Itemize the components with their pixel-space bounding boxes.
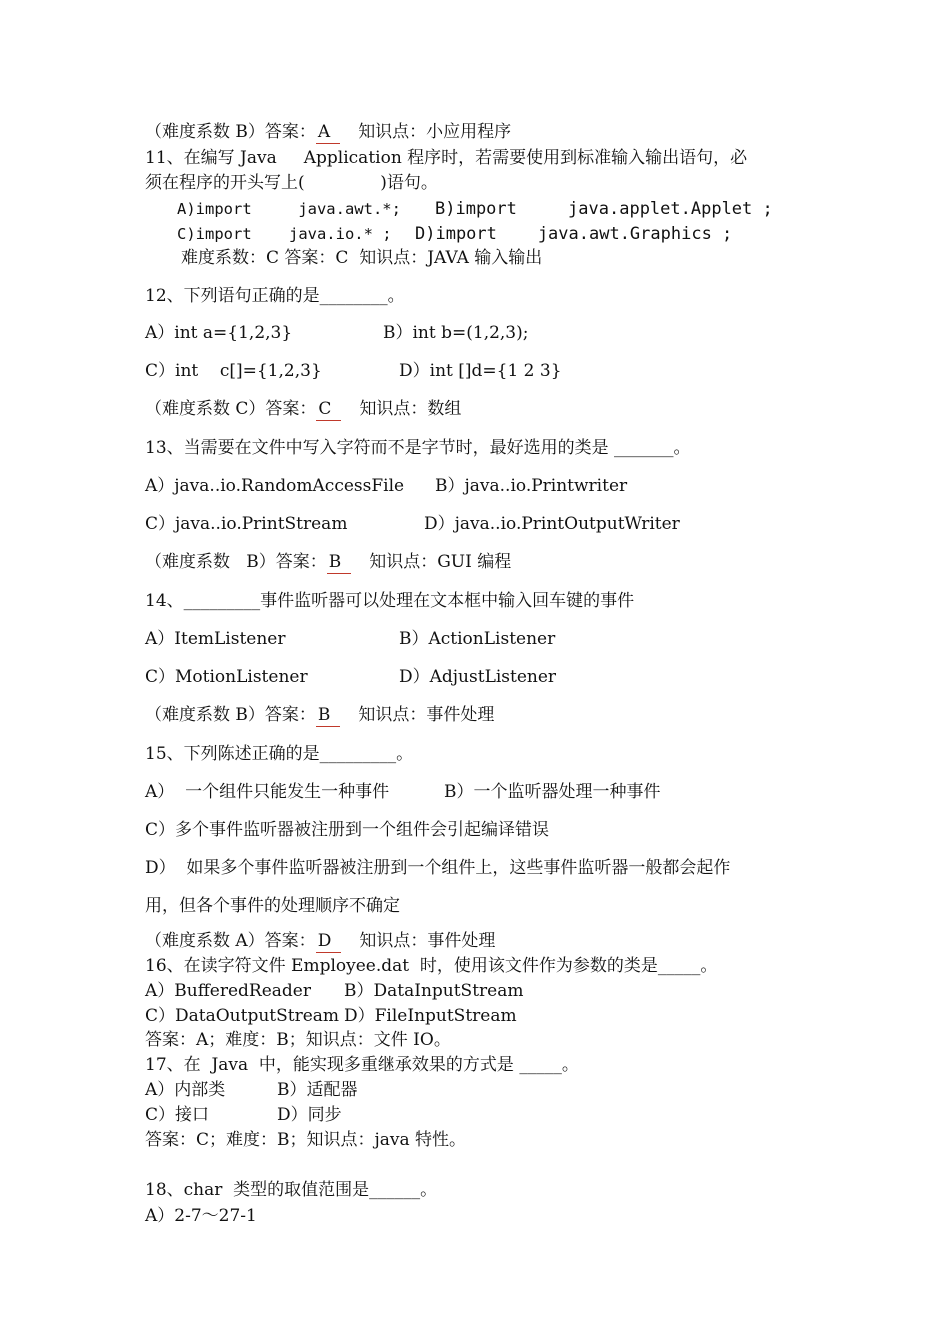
q13-question: 13、当需要在文件中写入字符而不是字节时，最好选用的类是 _______。 (145, 438, 691, 458)
q15-option-c: C）多个事件监听器被注册到一个组件会引起编译错误 (145, 820, 550, 840)
q18-option-a: A）2-7～27-1 (145, 1206, 257, 1226)
q12-question: 12、下列语句正确的是________。 (145, 286, 405, 306)
q12-option-a: A）int a={1,2,3} (145, 323, 293, 343)
q11-option-a: A)import java.awt.*; (177, 200, 401, 218)
q15-question: 15、下列陈述正确的是_________。 (145, 744, 414, 764)
q12-answer-line: （难度系数 C）答案： C 知识点：数组 (145, 399, 462, 419)
q14-answer-line: （难度系数 B）答案： B 知识点：事件处理 (145, 705, 495, 725)
q17-question: 17、在 Java 中，能实现多重继承效果的方式是 _____。 (145, 1055, 579, 1075)
q15-option-d-line1: D） 如果多个事件监听器被注册到一个组件上，这些事件监听器一般都会起作 (145, 858, 731, 878)
q15-option-d-line2: 用，但各个事件的处理顺序不确定 (145, 896, 400, 916)
q11-option-b: B)import java.applet.Applet ; (435, 199, 773, 219)
q16-option-a: A）BufferedReader (145, 981, 311, 1001)
q13-answer-line: （难度系数 B）答案： B 知识点：GUI 编程 (145, 552, 512, 572)
q14-option-b: B）ActionListener (399, 629, 556, 649)
q17-option-c: C）接口 (145, 1105, 210, 1125)
q11-option-d: D)import java.awt.Graphics ; (415, 224, 733, 244)
q17-option-d: D）同步 (277, 1105, 342, 1125)
q12-option-c: C）int c[]={1,2,3} (145, 361, 322, 381)
q15-option-a: A） 一个组件只能发生一种事件 (145, 782, 390, 802)
q18-question: 18、char 类型的取值范围是______。 (145, 1180, 438, 1200)
q16-option-d: D）FileInputStream (344, 1006, 517, 1026)
q14-answer: B (316, 704, 341, 727)
q15-answer-line: （难度系数 A）答案： D 知识点：事件处理 (145, 931, 496, 951)
q16-question: 16、在读字符文件 Employee.dat 时，使用该文件作为参数的类是_____。 (145, 956, 718, 976)
q10-answer: A (316, 121, 340, 144)
q16-option-c: C）DataOutputStream (145, 1006, 340, 1026)
q17-option-a: A）内部类 (145, 1080, 226, 1100)
q17-option-b: B）适配器 (277, 1080, 358, 1100)
q17-meta: 答案：C；难度：B；知识点：java 特性。 (145, 1130, 467, 1150)
q12-answer: C (316, 398, 341, 421)
q15-answer: D (316, 930, 342, 953)
q16-option-b: B）DataInputStream (344, 981, 524, 1001)
q14-option-d: D）AdjustListener (399, 667, 557, 687)
q11-option-c: C)import java.io.* ; (177, 225, 392, 243)
q13-option-d: D）java..io.PrintOutputWriter (424, 514, 680, 534)
q14-question: 14、_________事件监听器可以处理在文本框中输入回车键的事件 (145, 591, 635, 611)
q13-option-a: A）java..io.RandomAccessFile (145, 476, 405, 496)
q10-answer-line: （难度系数 B）答案： A 知识点：小应用程序 (145, 122, 512, 142)
q12-option-d: D）int []d={1 2 3} (399, 361, 562, 381)
q13-option-b: B）java..io.Printwriter (435, 476, 628, 496)
q16-meta: 答案：A；难度：B；知识点：文件 IO。 (145, 1030, 451, 1050)
q13-option-c: C）java..io.PrintStream (145, 514, 348, 534)
q12-option-b: B）int b=(1,2,3); (383, 323, 529, 343)
q14-option-c: C）MotionListener (145, 667, 308, 687)
q14-option-a: A）ItemListener (145, 629, 286, 649)
q13-answer: B (327, 551, 352, 574)
q11-question-line2: 须在程序的开头写上( )语句。 (145, 173, 438, 193)
q11-meta: 难度系数：C 答案：C 知识点：JAVA 输入输出 (181, 248, 543, 268)
q11-question-line1: 11、在编写 Java Application 程序时，若需要使用到标准输入输出语句，必 (145, 148, 748, 168)
q15-option-b: B）一个监听器处理一种事件 (444, 782, 661, 802)
